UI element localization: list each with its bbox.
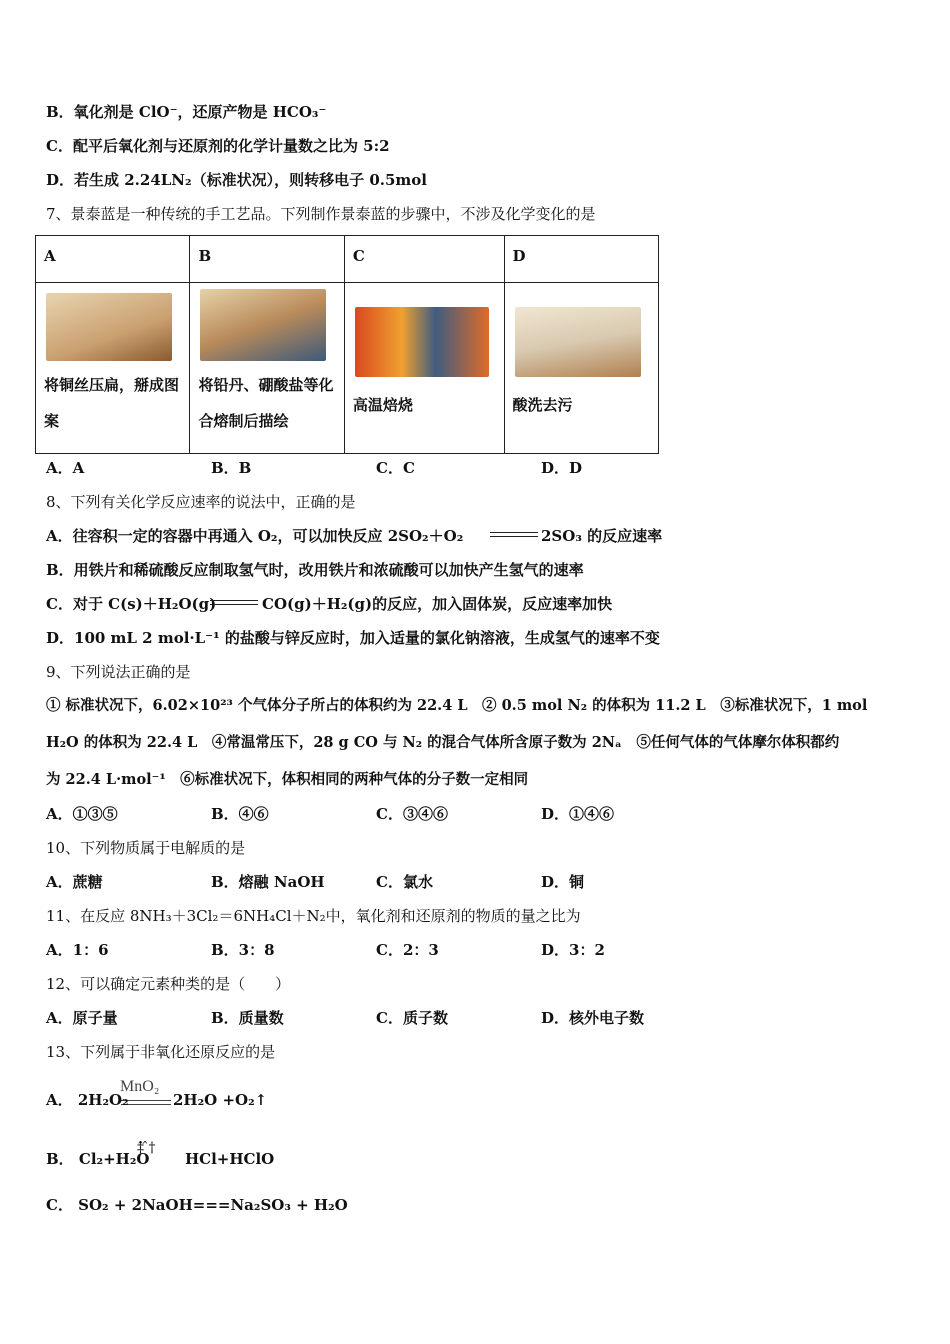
option-b[interactable]: B．3：8 bbox=[211, 941, 275, 959]
q13-option-a-cont: 2H₂O +O₂↑ bbox=[173, 1091, 268, 1109]
q8-option-b: B．用铁片和稀硫酸反应制取氢气时，改用铁片和浓硫酸可以加快产生氢气的速率 bbox=[46, 561, 584, 579]
table-header: C bbox=[344, 236, 504, 283]
option-d[interactable]: D．D bbox=[541, 459, 583, 477]
q11-stem: 11、在反应 8NH₃＋3Cl₂＝6NH₄Cl＋N₂中，氧化剂和还原剂的物质的量之比为 bbox=[46, 907, 581, 925]
q6-option-c: C．配平后氧化剂与还原剂的化学计量数之比为 5:2 bbox=[46, 137, 390, 155]
option-a-text: A．往容积一定的容器中再通入 O₂，可以加快反应 2SO₂＋O₂ bbox=[46, 527, 464, 545]
q13-option-c: C． SO₂ + 2NaOH===Na₂SO₃ + H₂O bbox=[46, 1196, 348, 1214]
q10-stem: 10、下列物质属于电解质的是 bbox=[46, 839, 246, 857]
option-c[interactable]: C．氯水 bbox=[376, 873, 433, 891]
table-caption: 将铜丝压扁，掰成图案 bbox=[44, 376, 180, 430]
q6-option-d: D．若生成 2.24LN₂（标准状况），则转移电子 0.5mol bbox=[46, 171, 427, 189]
option-d[interactable]: D．①④⑥ bbox=[541, 805, 615, 823]
table-caption: 高温焙烧 bbox=[352, 396, 413, 414]
q13-option-a: A． 2H₂O₂ bbox=[46, 1091, 129, 1109]
q13-stem: 13、下列属于非氧化还原反应的是 bbox=[46, 1043, 276, 1061]
table-caption: 将铅丹、硼酸盐等化合熔制后描绘 bbox=[198, 376, 334, 430]
q13-option-b: B． Cl₂+H₂O bbox=[46, 1150, 150, 1168]
illustration-image bbox=[46, 293, 172, 361]
illustration-image bbox=[515, 307, 641, 377]
option-a[interactable]: A．1：6 bbox=[46, 941, 109, 959]
option-d[interactable]: D．3：2 bbox=[541, 941, 605, 959]
q8-option-d: D．100 mL 2 mol·L⁻¹ 的盐酸与锌反应时，加入适量的氯化钠溶液，生成氢气的速率不变 bbox=[46, 629, 660, 647]
q8-option-a-cont: 2SO₃ 的反应速率 bbox=[541, 527, 663, 545]
q13-option-b-cont: HCl+HClO bbox=[185, 1150, 275, 1168]
equilibrium-arrow-icon bbox=[490, 529, 538, 540]
equilibrium-arrow-icon bbox=[210, 597, 258, 608]
option-a[interactable]: A．A bbox=[46, 459, 85, 477]
option-d[interactable]: D．核外电子数 bbox=[541, 1009, 645, 1027]
q7-table bbox=[35, 235, 659, 454]
q8-option-a bbox=[46, 526, 463, 546]
q9-stem: 9、下列说法正确的是 bbox=[46, 663, 191, 681]
option-a[interactable]: A．原子量 bbox=[46, 1009, 118, 1027]
table-header: D bbox=[504, 236, 658, 283]
option-b[interactable]: B．④⑥ bbox=[211, 805, 269, 823]
option-c[interactable]: C．2：3 bbox=[376, 941, 439, 959]
q8-option-c: C．对于 C(s)＋H₂O(g) bbox=[46, 595, 217, 613]
q6-option-b: B．氧化剂是 ClO⁻，还原产物是 HCO₃⁻ bbox=[46, 103, 327, 121]
option-c[interactable]: C．C bbox=[376, 459, 415, 477]
table-header: A bbox=[36, 236, 190, 283]
q9-statements-line1: ① 标准状况下，6.02×10²³ 个气体分子所占的体积约为 22.4 L ② 0.5 mol N₂ 的体积为 11.2 L ③标准状况下，1 mol bbox=[46, 697, 868, 714]
q12-stem: 12、可以确定元素种类的是（ ） bbox=[46, 975, 291, 993]
option-b[interactable]: B．质量数 bbox=[211, 1009, 284, 1027]
q8-stem: 8、下列有关化学反应速率的说法中，正确的是 bbox=[46, 493, 356, 511]
illustration-image bbox=[355, 307, 489, 377]
table-header: B bbox=[190, 236, 344, 283]
option-a[interactable]: A．①③⑤ bbox=[46, 805, 118, 823]
option-b[interactable]: B．熔融 NaOH bbox=[211, 873, 325, 891]
q9-statements-line3: 为 22.4 L·mol⁻¹ ⑥标准状况下，体积相同的两种气体的分子数一定相同 bbox=[46, 771, 529, 788]
q8-option-c-cont: CO(g)＋H₂(g)的反应，加入固体炭，反应速率加快 bbox=[262, 595, 613, 613]
q9-statements-line2: H₂O 的体积为 22.4 L ④常温常压下，28 g CO 与 N₂ 的混合气体所含原子数为 2Nₐ ⑤任何气体的气体摩尔体积都约 bbox=[46, 734, 840, 751]
catalyst-label: MnO₂ bbox=[120, 1078, 160, 1095]
option-c[interactable]: C．③④⑥ bbox=[376, 805, 448, 823]
illustration-image bbox=[200, 289, 326, 361]
option-c[interactable]: C．质子数 bbox=[376, 1009, 448, 1027]
garbled-arrow-icon: ‡̂ ̂† bbox=[137, 1140, 156, 1156]
option-d[interactable]: D．铜 bbox=[541, 873, 585, 891]
table-caption: 酸洗去污 bbox=[512, 396, 573, 414]
q7-stem: 7、景泰蓝是一种传统的手工艺品。下列制作景泰蓝的步骤中，不涉及化学变化的是 bbox=[46, 205, 596, 223]
option-a[interactable]: A．蔗糖 bbox=[46, 873, 103, 891]
option-b[interactable]: B．B bbox=[211, 459, 252, 477]
